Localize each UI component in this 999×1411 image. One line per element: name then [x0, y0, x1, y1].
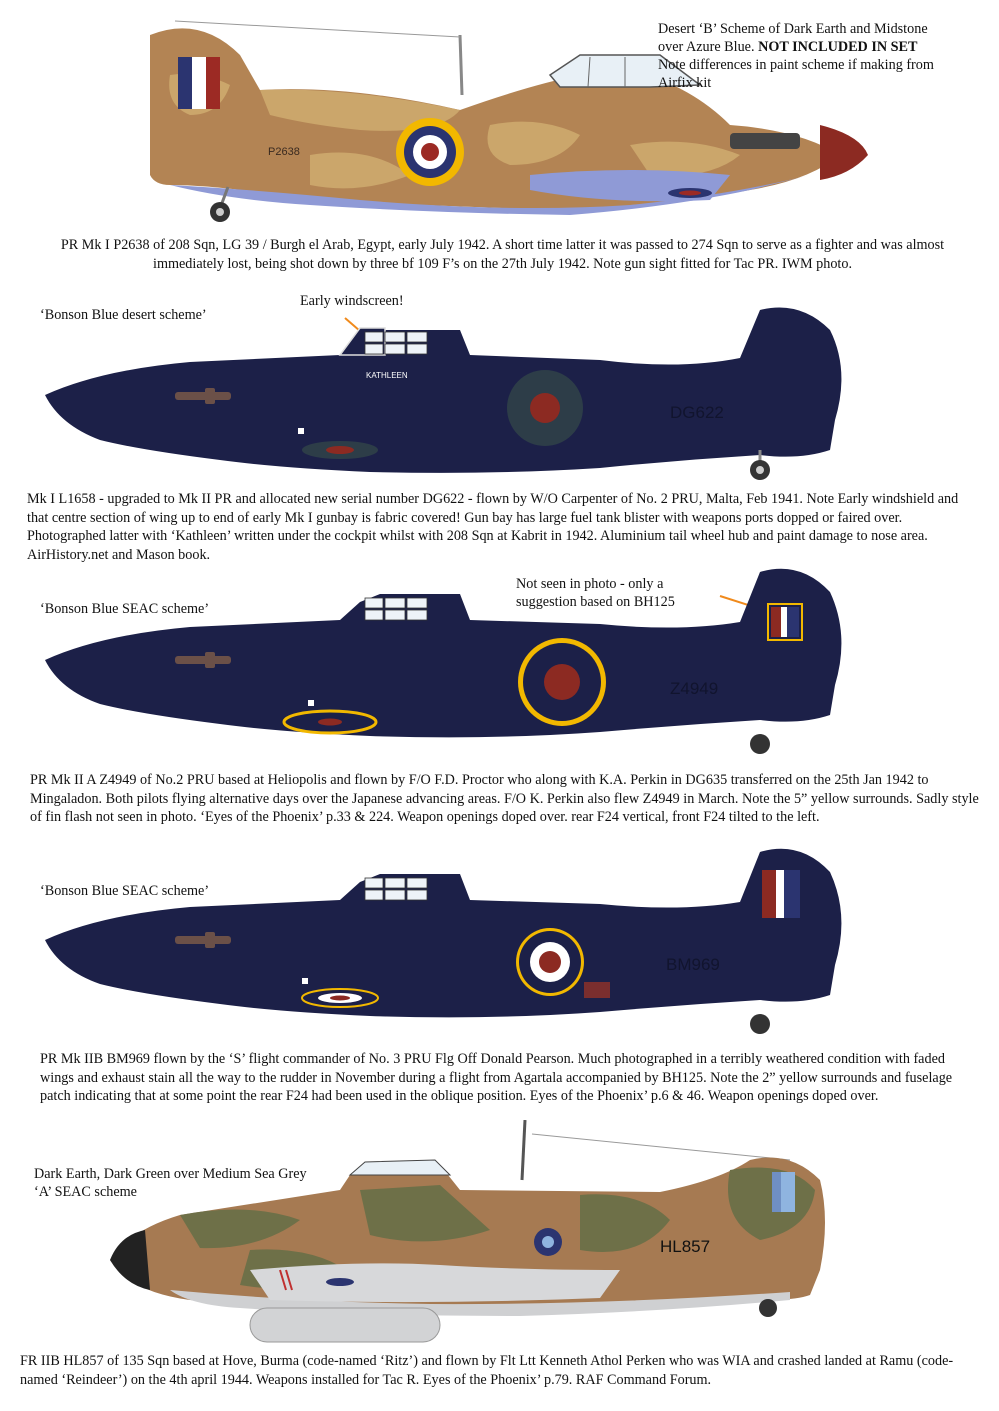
serial-p2638: P2638	[268, 146, 300, 158]
scheme-label-dg622: ‘Bonson Blue desert scheme’	[40, 307, 207, 323]
caption-dg622: Mk I L1658 - upgraded to Mk II PR and allocated new serial number DG622 - flown by W/O Carpenter of No. 2 PRU, Malta, Feb 1941. Note Early windshield and that centre section of wing up to end of early Mk I gunbay is fabric covered! Gun bay has large fuel tank blister with weapons ports dopped or faired over. Photographed latter with ‘Kathleen’ written under the cockpit whilst with 208 Sqn at Kabrit in 1942. Aluminium tail wheel hub and paint damage to nose area. AirHistory.net and Mason book.	[27, 491, 959, 563]
scheme-label-bm969: ‘Bonson Blue SEAC scheme’	[40, 883, 210, 899]
hurricane-profile-z4949	[40, 560, 940, 760]
callout-early-windscreen: Early windscreen!	[300, 293, 404, 309]
scheme-label-z4949: ‘Bonson Blue SEAC scheme’	[40, 601, 210, 617]
hurricane-profile-hl857	[100, 1120, 840, 1350]
serial-dg622: DG622	[670, 403, 724, 422]
serial-bm969: BM969	[666, 955, 720, 974]
scheme-label-hl857: Dark Earth, Dark Green over Medium Sea Grey ‘A’ SEAC scheme	[34, 1166, 307, 1200]
caption-z4949: PR Mk II A Z4949 of No.2 PRU based at Heliopolis and flown by F/O F.D. Proctor who along with K.A. Perkin in DG635 transferred on the 25th Jan 1942 to Mingaladon. Both pilots flying alternative days over the Japanese advancing areas. F/O K. Perkin also flew Z4949 in March. Note the 5” yellow surrounds. Sadly style of fin flash not seen in photo. ‘Eyes of the Phoenix’ p.33 & 224. Weapon openings doped over. rear F24 vertical, front F24 tilted to the left.	[30, 772, 979, 826]
aircraft-name-kathleen: KATHLEEN	[366, 371, 408, 380]
caption-p2638: PR Mk I P2638 of 208 Sqn, LG 39 / Burgh el Arab, Egypt, early July 1942. A short time latter it was passed to 274 Sqn to serve as a fighter and was almost immediately lost, being shot down by three bf 109 F’s on the 27th July 1942. Note gun sight fitted for Tac PR. IWM photo.	[60, 237, 945, 272]
scheme-note-p2638: Desert ‘B’ Scheme of Dark Earth and Midstone over Azure Blue. NOT INCLUDED IN SET Note differences in paint scheme if making from Airfix kit	[658, 21, 934, 91]
serial-hl857: HL857	[660, 1237, 711, 1256]
hurricane-profile-dg622	[40, 300, 940, 495]
hurricane-profile-bm969	[40, 840, 940, 1040]
callout-fin-flash: Not seen in photo - only a suggestion based on BH125	[516, 576, 675, 610]
caption-hl857: FR IIB HL857 of 135 Sqn based at Hove, Burma (code-named ‘Ritz’) and flown by Flt Ltt Kenneth Athol Perken who was WIA and crashed landed at Ramu (code-named ‘Reindeer’) on the 4th april 1944. Weapons installed for Tac R. Eyes of the Phoenix’ p.79. RAF Command Forum.	[20, 1353, 954, 1388]
caption-bm969: PR Mk IIB BM969 flown by the ‘S’ flight commander of No. 3 PRU Flg Off Donald Pearson. Much photographed in a terribly weathered condition with faded wings and exhaust stain all the way to the rudder in November during a flight from Agartala accompanied by BH125. Note the 2” yellow surrounds and fuselage patch indicating that at some point the rear F24 had been used in the oblique position. Eyes of the Phoenix’ p.6 & 46. Weapon openings doped over.	[40, 1051, 953, 1105]
serial-z4949: Z4949	[670, 679, 719, 698]
